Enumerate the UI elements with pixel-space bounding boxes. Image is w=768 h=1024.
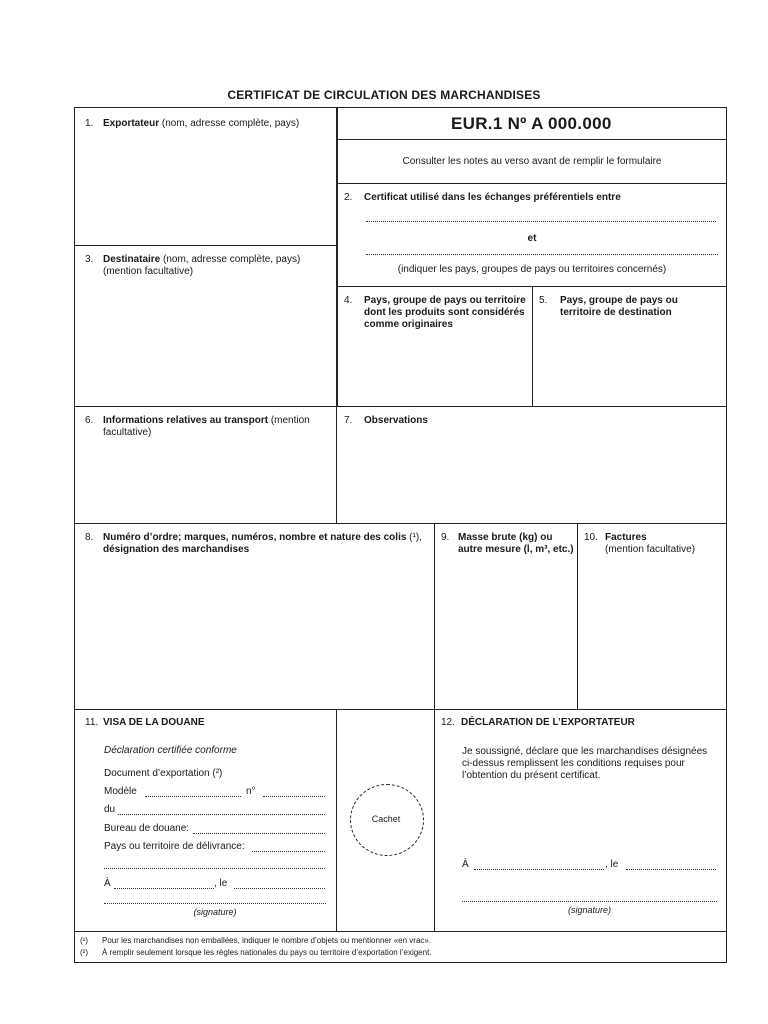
- gross-mass-line1: Masse brute (kg) ou: [458, 532, 553, 543]
- box5-number: 5.: [539, 295, 548, 306]
- country-a-line: [366, 221, 716, 222]
- exporter-declaration-label: DÉCLARATION DE L’EXPORTATEUR: [461, 717, 635, 728]
- footnote-2-text: À remplir seulement lorsque les règles nationales du pays ou territoire d’exportation l’exigent.: [102, 948, 432, 957]
- gross-mass-line2: autre mesure (l, m³, etc.): [458, 544, 574, 555]
- box12-number: 12.: [441, 717, 455, 728]
- customs-place-line: [114, 888, 214, 889]
- customs-office-line: [193, 833, 325, 834]
- customs-date-line: [234, 888, 325, 889]
- exporter-declaration-box: [434, 709, 727, 932]
- customs-place-label: À: [104, 878, 111, 889]
- countries-hint: (indiquer les pays, groupes de pays ou territoires concernés): [397, 264, 667, 275]
- box7-number: 7.: [344, 415, 353, 426]
- customs-office-label: Bureau de douane:: [104, 823, 190, 834]
- footnote-2-mark: (²): [80, 948, 88, 957]
- box3-number: 3.: [85, 254, 94, 265]
- box4-number: 4.: [344, 295, 353, 306]
- exporter-signature-label: (signature): [567, 905, 612, 915]
- transport-info-optional: facultative): [103, 427, 152, 438]
- customs-signature-label: (signature): [193, 907, 237, 917]
- origin-country-line3: comme originaires: [364, 319, 453, 330]
- customs-signature-line: [104, 903, 326, 904]
- stamp-label: Cachet: [371, 814, 401, 824]
- origin-country-line1: Pays, groupe de pays ou territoire: [364, 295, 526, 306]
- box11-number: 11.: [85, 717, 99, 728]
- model-number-label: n°: [246, 786, 256, 797]
- exporter-date-label: , le: [605, 859, 619, 870]
- footnote-1-mark: (¹): [80, 936, 88, 945]
- transport-info-label: Informations relatives au transport (mention: [103, 415, 310, 426]
- customs-date-label: , le: [214, 878, 228, 889]
- customs-endorsement-box: [74, 709, 337, 932]
- exporter-date-line: [626, 869, 716, 870]
- declaration-text-line3: l’obtention du présent certificat.: [462, 770, 601, 781]
- box6-number: 6.: [85, 415, 94, 426]
- box2-number: 2.: [344, 192, 353, 203]
- issuing-country-line: [252, 851, 325, 852]
- destination-country-line1: Pays, groupe de pays ou: [560, 295, 678, 306]
- date-du-line: [118, 814, 325, 815]
- country-b-line: [366, 254, 718, 255]
- exporter-place-line: [474, 869, 604, 870]
- consignee-label: Destinataire (nom, adresse complète, pays): [103, 254, 301, 265]
- declaration-text-line2: ci-dessus remplissent les conditions requises pour: [462, 758, 685, 769]
- exporter-signature-line: [462, 901, 717, 902]
- goods-description-line2: désignation des marchandises: [103, 544, 250, 555]
- model-number-line: [263, 796, 325, 797]
- destination-country-line2: territoire de destination: [560, 307, 672, 318]
- customs-endorsement-label: VISA DE LA DOUANE: [103, 717, 205, 728]
- model-label: Modèle: [104, 786, 137, 797]
- exporter-place-label: À: [462, 859, 469, 870]
- observations-label: Observations: [364, 415, 428, 426]
- declaration-text-line1: Je soussigné, déclare que les marchandises désignées: [462, 746, 708, 757]
- invoices-optional: (mention facultative): [605, 544, 696, 555]
- model-line: [145, 796, 241, 797]
- goods-description-line1: Numéro d’ordre; marques, numéros, nombre et nature des colis (¹),: [103, 532, 422, 543]
- eur-certificate-number: EUR.1 Nº A 000.000: [451, 114, 612, 133]
- consignee-optional: (mention facultative): [103, 266, 194, 277]
- footnote-1-text: Pour les marchandises non emballées, indiquer le nombre d’objets ou mentionner «en vrac».: [102, 936, 432, 945]
- date-du-label: du: [104, 804, 116, 815]
- exporter-label: Exportateur (nom, adresse complète, pays): [103, 118, 300, 129]
- invoices-label: Factures: [605, 532, 647, 543]
- certified-declaration-label: Déclaration certifiée conforme: [104, 745, 237, 756]
- export-document-label: Document d’exportation (²): [104, 768, 223, 779]
- box10-number: 10.: [584, 532, 598, 543]
- box1-number: 1.: [85, 118, 94, 129]
- origin-country-line2: dont les produits sont considérés: [364, 307, 525, 318]
- box9-number: 9.: [441, 532, 450, 543]
- consult-notes-text: Consulter les notes au verso avant de remplir le formulaire: [402, 156, 662, 167]
- and-label: et: [527, 233, 537, 244]
- issuing-country-line-2: [104, 868, 325, 869]
- preferential-trade-label: Certificat utilisé dans les échanges préférentiels entre: [364, 192, 621, 203]
- issuing-country-label: Pays ou territoire de délivrance:: [104, 841, 245, 852]
- form-title: CERTIFICAT DE CIRCULATION DES MARCHANDISES: [227, 88, 541, 102]
- box8-number: 8.: [85, 532, 94, 543]
